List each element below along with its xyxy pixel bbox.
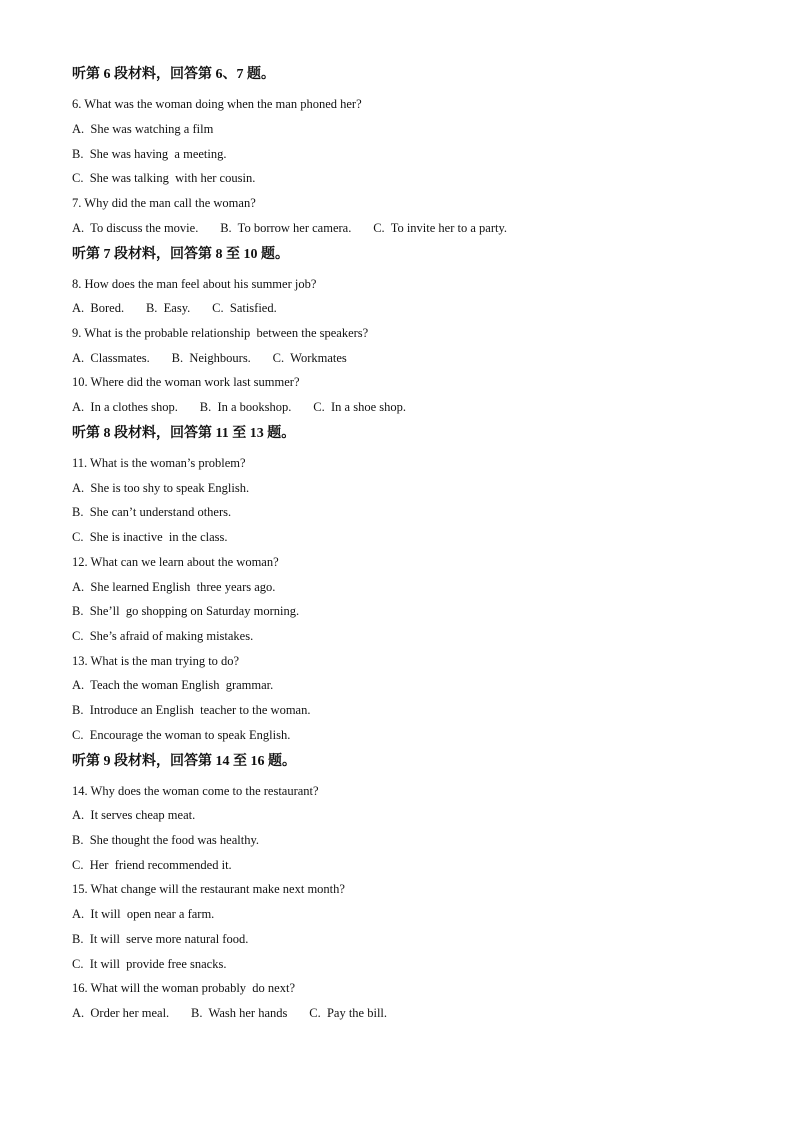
question-text: 11. What is the woman’s problem? [72, 456, 246, 470]
section-heading: 听第 6 段材料，回答第 6、7 题。 [72, 67, 275, 82]
answer-option: C. She’s afraid of making mistakes. [72, 629, 254, 643]
question-text: 14. Why does the woman come to the restaurant? [72, 784, 319, 798]
answer-option: B. She thought the food was healthy. [72, 833, 260, 847]
question-text: 10. Where did the woman work last summer? [72, 375, 300, 389]
question-text: 12. What can we learn about the woman? [72, 555, 279, 569]
section-heading: 听第 9 段材料，回答第 14 至 16 题。 [72, 754, 296, 769]
answer-option: A. She learned English three years ago. [72, 580, 276, 594]
question-text: 9. What is the probable relationship between the speakers? [72, 326, 369, 340]
answer-option: A. She was watching a film [72, 122, 214, 136]
answer-options-row: A. Bored. B. Easy. C. Satisfied. [72, 301, 277, 315]
answer-option: A. It will open near a farm. [72, 907, 215, 921]
question-text: 16. What will the woman probably do next? [72, 981, 295, 995]
answer-option: C. It will provide free snacks. [72, 957, 227, 971]
question-text: 7. Why did the man call the woman? [72, 196, 256, 210]
answer-option: C. Her friend recommended it. [72, 858, 232, 872]
answer-options-row: A. In a clothes shop. B. In a bookshop. C. In a shoe shop. [72, 400, 406, 414]
answer-option: B. She was having a meeting. [72, 147, 227, 161]
answer-options-row: A. Order her meal. B. Wash her hands C. Pay the bill. [72, 1006, 388, 1020]
answer-option: C. Encourage the woman to speak English. [72, 728, 291, 742]
answer-option: A. It serves cheap meat. [72, 808, 196, 822]
answer-option: C. She is inactive in the class. [72, 530, 228, 544]
answer-option: B. It will serve more natural food. [72, 932, 249, 946]
answer-option: B. Introduce an English teacher to the woman. [72, 703, 311, 717]
answer-options-row: A. To discuss the movie. B. To borrow her camera. C. To invite her to a party. [72, 221, 508, 235]
section-heading: 听第 7 段材料，回答第 8 至 10 题。 [72, 247, 289, 262]
answer-option: A. She is too shy to speak English. [72, 481, 250, 495]
question-text: 15. What change will the restaurant make next month? [72, 882, 345, 896]
question-text: 8. How does the man feel about his summer job? [72, 277, 317, 291]
question-text: 6. What was the woman doing when the man phoned her? [72, 97, 362, 111]
answer-options-row: A. Classmates. B. Neighbours. C. Workmates [72, 351, 347, 365]
answer-option: C. She was talking with her cousin. [72, 171, 256, 185]
answer-option: A. Teach the woman English grammar. [72, 678, 274, 692]
answer-option: B. She can’t understand others. [72, 505, 232, 519]
question-text: 13. What is the man trying to do? [72, 654, 240, 668]
section-heading: 听第 8 段材料，回答第 11 至 13 题。 [72, 426, 296, 441]
answer-option: B. She’ll go shopping on Saturday morning. [72, 604, 300, 618]
